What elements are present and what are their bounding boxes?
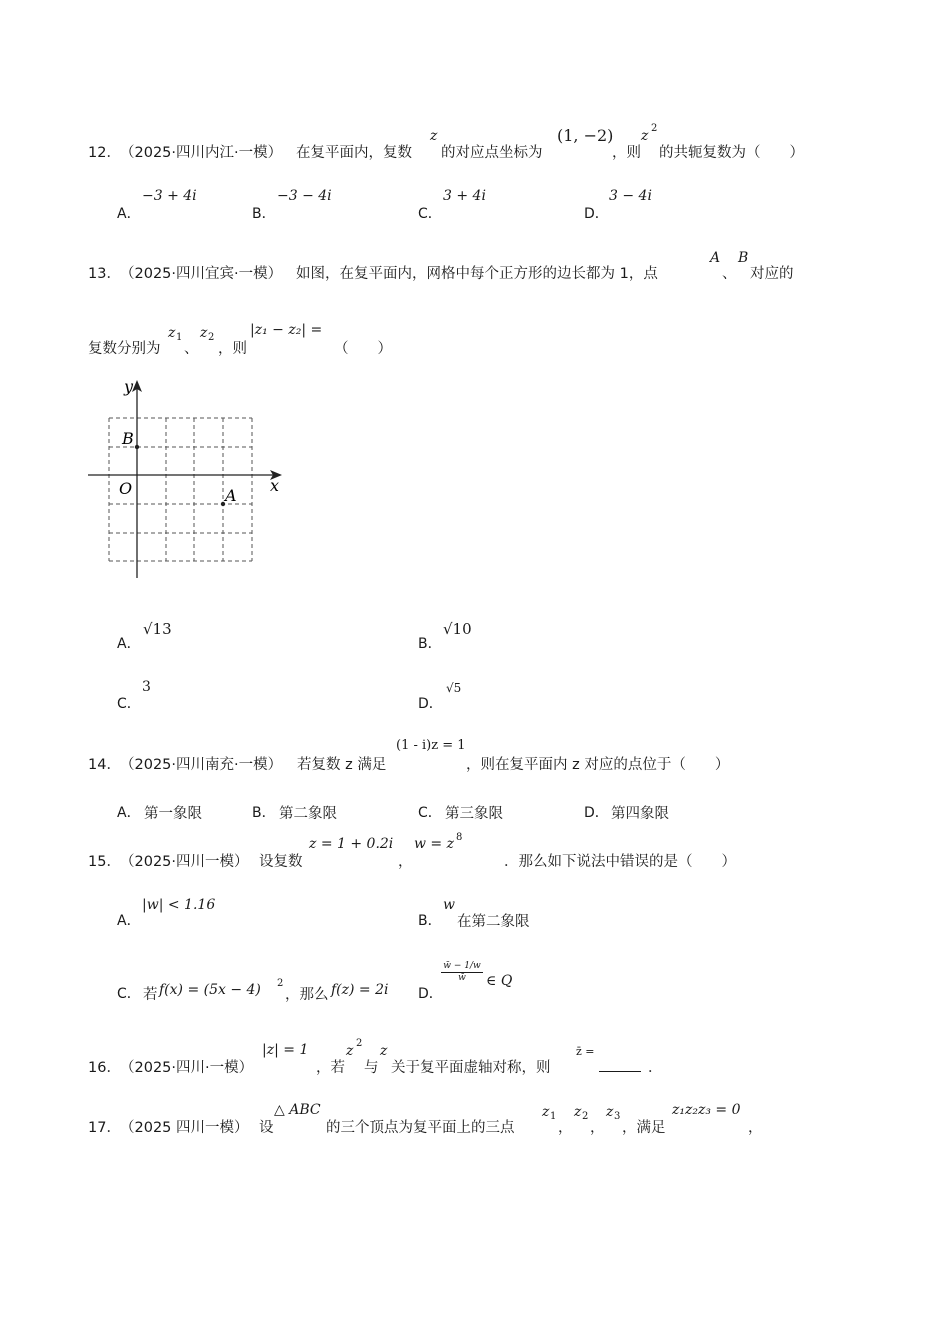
q15-text-2: ．那么如下说法中错误的是（ ） (504, 854, 736, 870)
q13-option-a-label: A． (117, 636, 141, 652)
q17-c1: ， (558, 1120, 573, 1136)
q15-option-c-fz: f(z) = 2i (331, 982, 389, 998)
q13-fig-y-label: y (124, 377, 134, 396)
q14-text-2: ，则在复平面内 z 对应的点位于（ ） (466, 757, 730, 773)
q15-option-a-label: A． (117, 913, 141, 929)
q12-coord: (1, −2) (557, 126, 614, 145)
q17-z1-sub: 1 (550, 1111, 557, 1122)
q13-point-b-dot (135, 445, 139, 449)
q13-option-b-label: B． (418, 636, 442, 652)
q12-text-4: 的共轭复数为（ ） (659, 145, 804, 161)
q14-option-b-value: 第二象限 (279, 806, 337, 822)
q12-z2-exp: 2 (651, 123, 658, 134)
q13-grid-figure (80, 370, 300, 585)
q17-number: 17． (88, 1120, 121, 1136)
q15-option-d-denominator: w̄ (458, 973, 466, 983)
q17-source: （2025 四川一模） (120, 1120, 249, 1136)
q17-z2: z (574, 1104, 582, 1120)
q14-option-c-label: C． (418, 805, 442, 821)
q16-number: 16． (88, 1060, 121, 1076)
q15-option-c-text-2: ，那么 (285, 987, 329, 1003)
q15-eq-w-exp: 8 (456, 832, 463, 843)
q14-option-d-label: D． (584, 805, 609, 821)
q15-option-c-text-1: 若 (143, 987, 158, 1003)
q13-point-a: A (710, 250, 721, 266)
q13-modulus: |z₁ − z₂| = (250, 322, 323, 338)
q12-text-1: 在复平面内，复数 (296, 145, 412, 161)
q13-option-a-value: √13 (143, 620, 172, 638)
q13-sep-2: 、 (184, 341, 199, 357)
q16-answer-blank[interactable] (599, 1056, 641, 1072)
q13-sep: 、 (722, 266, 737, 282)
q13-z2-sub: 2 (208, 332, 215, 343)
q17-text-3: ，满足 (622, 1120, 666, 1136)
q17-z1: z (542, 1104, 550, 1120)
q14-option-a-value: 第一象限 (144, 806, 202, 822)
q13-line2-text-1: 复数分别为 (88, 341, 161, 357)
q14-option-a-label: A． (117, 805, 141, 821)
q16-source: （2025·四川·一模） (120, 1060, 254, 1076)
q15-comma: ， (398, 854, 413, 870)
q15-option-d-rest: ∈ Q (486, 973, 513, 989)
q12-option-d-label: D． (584, 206, 609, 222)
q16-text-2: 与 (364, 1060, 379, 1076)
q13-line2-text-2: ，则 (218, 341, 247, 357)
q16-end: ． (648, 1060, 663, 1076)
q17-c2: ， (590, 1120, 605, 1136)
q12-option-c-label: C． (418, 206, 442, 222)
q15-text-1: 设复数 (259, 854, 303, 870)
q13-text-2: 对应的 (750, 266, 794, 282)
q16-z-sq: z (346, 1043, 354, 1059)
q12-option-a-label: A． (117, 206, 141, 222)
q14-text-1: 若复数 z 满足 (297, 757, 387, 773)
q12-number: 12． (88, 145, 121, 161)
q12-z2-base: z (641, 128, 649, 144)
q15-option-b-text: 在第二象限 (457, 914, 530, 930)
q12-text-3: ，则 (612, 145, 641, 161)
q14-equation: (1 - i)z = 1 (396, 738, 466, 753)
q12-text-2: 的对应点坐标为 (441, 145, 543, 161)
q17-product: z₁z₂z₃ = 0 (672, 1102, 741, 1118)
q15-source: （2025·四川一模） (120, 854, 249, 870)
q13-fig-x-label: x (270, 476, 280, 495)
q13-option-c-label: C． (117, 696, 141, 712)
q15-option-c-f-exp: 2 (277, 978, 284, 989)
q15-eq-w: w = z (414, 836, 454, 852)
q13-z1: z (168, 325, 176, 341)
q15-eq-z: z = 1 + 0.2i (309, 836, 394, 852)
q13-line2-text-3: （ ） (334, 341, 392, 357)
q14-option-b-label: B． (252, 805, 276, 821)
q13-source: （2025·四川宜宾·一模） (120, 266, 283, 282)
q15-option-a-value: |w| < 1.16 (142, 897, 216, 913)
q13-option-d-label: D． (418, 696, 443, 712)
q13-z1-sub: 1 (176, 332, 183, 343)
q15-option-b-var: w (443, 897, 455, 913)
q12-option-c-value: 3 + 4i (443, 188, 486, 204)
q13-fig-a-label: A (225, 486, 237, 505)
q15-option-b-label: B． (418, 913, 442, 929)
q12-option-d-value: 3 − 4i (609, 188, 652, 204)
q13-fig-b-label: B (122, 429, 134, 448)
q14-option-c-value: 第三象限 (445, 806, 503, 822)
q13-point-b: B (738, 250, 749, 266)
q12-var-z: z (430, 128, 438, 144)
q12-option-b-value: −3 − 4i (277, 188, 332, 204)
q13-z2: z (200, 325, 208, 341)
q15-option-d-numerator: w̄ − 1/w (441, 961, 483, 973)
q12-option-a-value: −3 + 4i (142, 188, 197, 204)
q13-option-b-value: √10 (443, 620, 472, 638)
q17-end: ， (748, 1120, 763, 1136)
q17-text-1: 设 (259, 1120, 274, 1136)
q17-z3-sub: 3 (614, 1111, 621, 1122)
q15-option-d-fraction (441, 961, 483, 984)
q14-source: （2025·四川南充·一模） (120, 757, 283, 773)
q13-option-c-value: 3 (142, 679, 151, 695)
q15-option-c-label: C． (117, 986, 141, 1002)
q15-number: 15． (88, 854, 121, 870)
q15-option-c-f: f(x) = (5x − 4) (159, 982, 261, 998)
q13-fig-origin-label: O (119, 479, 133, 498)
q12-source: （2025·四川内江·一模） (120, 145, 283, 161)
q14-option-d-value: 第四象限 (611, 806, 669, 822)
q16-cond: |z| = 1 (262, 1042, 309, 1058)
q13-option-d-value: √5 (446, 681, 462, 695)
q17-z2-sub: 2 (582, 1111, 589, 1122)
q17-z3: z (606, 1104, 614, 1120)
q13-number: 13． (88, 266, 121, 282)
q12-option-b-label: B． (252, 206, 276, 222)
q16-z-sq-exp: 2 (356, 1038, 363, 1049)
q17-text-2: 的三个顶点为复平面上的三点 (326, 1120, 515, 1136)
q14-number: 14． (88, 757, 121, 773)
q16-z-var: z (380, 1043, 388, 1059)
q16-zbar: z̄ = (576, 1045, 595, 1058)
q13-text-1: 如图，在复平面内，网格中每个正方形的边长都为 1，点 (296, 266, 658, 282)
q17-triangle: △ ABC (274, 1102, 321, 1118)
q16-text-1: ，若 (316, 1060, 345, 1076)
q16-text-3: 关于复平面虚轴对称，则 (391, 1060, 551, 1076)
q15-option-d-label: D． (418, 986, 443, 1002)
